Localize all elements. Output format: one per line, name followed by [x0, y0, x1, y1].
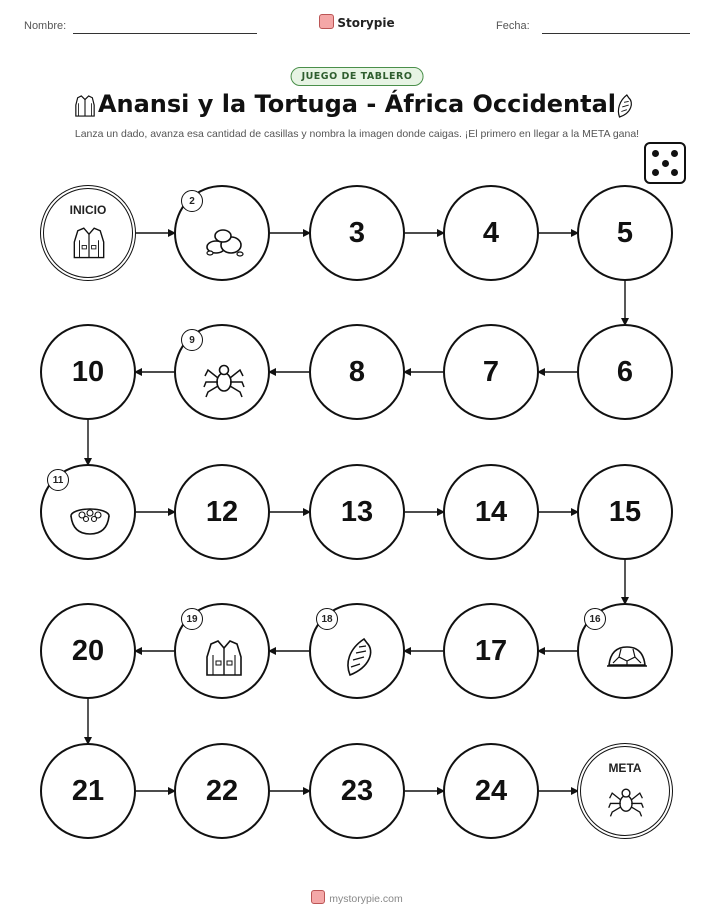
space-number-badge: 16 [584, 608, 606, 630]
board-space-start [40, 185, 136, 281]
space-number: 21 [71, 774, 105, 807]
board-space-18 [309, 603, 405, 699]
space-number-badge: 19 [181, 608, 203, 630]
board-space-17 [443, 603, 539, 699]
space-number-badge: 18 [316, 608, 338, 630]
footer [0, 890, 714, 905]
finish-label: META [608, 761, 642, 775]
rocks-icon [202, 217, 246, 261]
page-title: Anansi y la Tortuga - África Occidental [97, 90, 617, 118]
footer-url: mystorypie.com [329, 893, 403, 905]
space-number-badge: 2 [181, 190, 203, 212]
board-space-23 [309, 743, 405, 839]
space-number: 14 [474, 495, 508, 528]
board-space-8 [309, 324, 405, 420]
turtle-shell-icon [605, 635, 649, 679]
board-space-7 [443, 324, 539, 420]
board-space-22 [174, 743, 270, 839]
space-number: 24 [474, 774, 508, 807]
instructions: Lanza un dado, avanza esa cantidad de casillas y nombra la imagen donde caigas. ¡El primero en llegar a la META gana! [74, 128, 640, 140]
board-space-14 [443, 464, 539, 560]
space-number-badge: 9 [181, 329, 203, 351]
board-space-finish [577, 743, 673, 839]
space-number: 3 [348, 216, 366, 249]
board-space-21 [40, 743, 136, 839]
spider-icon [607, 781, 645, 819]
board-space-6 [577, 324, 673, 420]
board-space-2 [174, 185, 270, 281]
board-space-10 [40, 324, 136, 420]
spider-icon [202, 356, 246, 400]
space-number-badge: 11 [47, 469, 69, 491]
space-number: 22 [205, 774, 239, 807]
space-number: 10 [71, 355, 105, 388]
space-number: 17 [474, 634, 508, 667]
pinecone-icon [337, 635, 381, 679]
start-label: INICIO [69, 203, 107, 217]
board-space-5 [577, 185, 673, 281]
name-label: Nombre: [24, 20, 67, 32]
space-number: 5 [616, 216, 634, 249]
stew-bowl-icon [68, 496, 112, 540]
board-space-19 [174, 603, 270, 699]
space-number: 4 [482, 216, 500, 249]
storypie-logo-icon [311, 890, 325, 904]
jacket-icon [202, 635, 246, 679]
jacket-icon [70, 223, 108, 261]
space-number: 15 [608, 495, 642, 528]
space-number: 8 [348, 355, 366, 388]
space-number: 6 [616, 355, 634, 388]
category-badge: JUEGO DE TABLERO [291, 67, 424, 86]
space-number: 20 [71, 634, 105, 667]
board-space-16 [577, 603, 673, 699]
date-label: Fecha: [496, 20, 530, 32]
space-number: 7 [482, 355, 500, 388]
board-space-12 [174, 464, 270, 560]
space-number: 12 [205, 495, 239, 528]
board-space-3 [309, 185, 405, 281]
board-space-11 [40, 464, 136, 560]
board-space-4 [443, 185, 539, 281]
space-number: 23 [340, 774, 374, 807]
board-space-15 [577, 464, 673, 560]
board-space-9 [174, 324, 270, 420]
board-space-13 [309, 464, 405, 560]
space-number: 13 [340, 495, 374, 528]
brand-name: Storypie [337, 16, 395, 30]
board-space-20 [40, 603, 136, 699]
board-space-24 [443, 743, 539, 839]
